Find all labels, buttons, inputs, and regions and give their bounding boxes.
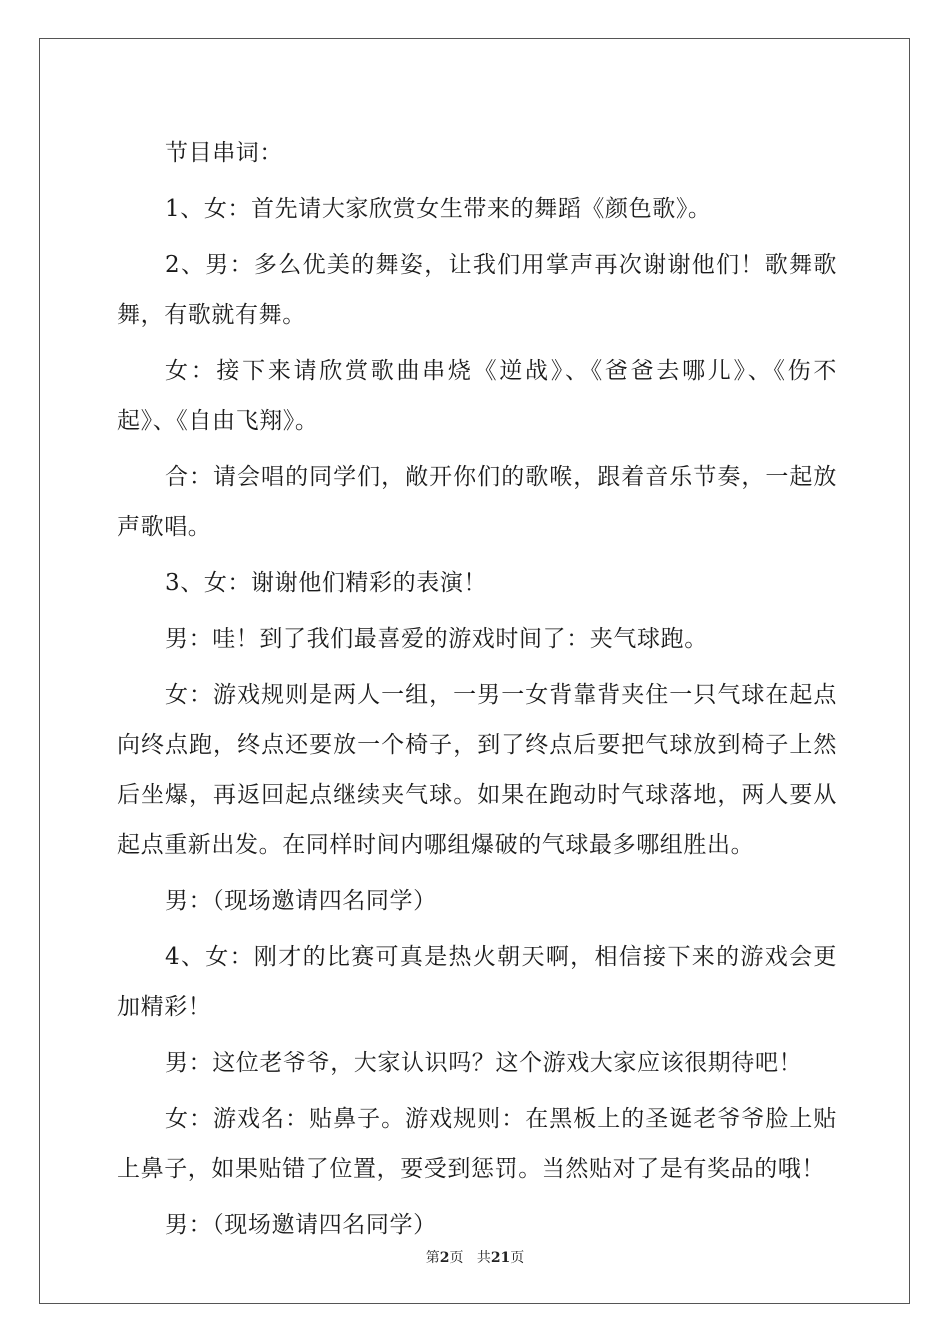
page-unit: 页 [449, 1250, 464, 1266]
total-prefix: 共 [476, 1250, 491, 1266]
paragraph: 女：接下来请欣赏歌曲串烧《逆战》、《爸爸去哪儿》、《伤不起》、《自由飞翔》。 [117, 358, 837, 434]
paragraph: 1、女：首先请大家欣赏女生带来的舞蹈《颜色歌》。 [165, 196, 712, 222]
page-prefix: 第 [425, 1250, 440, 1266]
total-unit: 页 [510, 1250, 525, 1266]
paragraph: 2、男：多么优美的舞姿，让我们用掌声再次谢谢他们！歌舞歌舞，有歌就有舞。 [117, 252, 837, 328]
paragraph: 3、女：谢谢他们精彩的表演！ [165, 570, 488, 596]
paragraph: 女：游戏规则是两人一组，一男一女背靠背夹住一只气球在起点向终点跑，终点还要放一个椅子，到了终点后要把气球放到椅子上然后坐爆，再返回起点继续夹气球。如果在跑动时气球落地，两人要从起点重新出发。在同样时间内哪组爆破的气球最多哪组胜出。 [117, 682, 837, 858]
paragraph: 男：哇！到了我们最喜爱的游戏时间了：夹气球跑。 [165, 626, 708, 652]
paragraph: 男：（现场邀请四名同学） [165, 888, 437, 914]
paragraph: 男：这位老爷爷，大家认识吗？这个游戏大家应该很期待吧！ [165, 1050, 803, 1076]
paragraph-heading: 节目串词： [165, 140, 283, 166]
paragraph: 合：请会唱的同学们，敞开你们的歌喉，跟着音乐节奏，一起放声歌唱。 [117, 464, 837, 540]
paragraph: 男：（现场邀请四名同学） [165, 1212, 437, 1238]
current-page-number: 2 [439, 1250, 450, 1266]
page-footer [0, 1247, 950, 1267]
total-page-count: 21 [490, 1250, 511, 1266]
paragraph: 4、女：刚才的比赛可真是热火朝天啊，相信接下来的游戏会更加精彩！ [117, 944, 837, 1020]
document-body [117, 128, 837, 1256]
paragraph: 女：游戏名：贴鼻子。游戏规则：在黑板上的圣诞老爷爷脸上贴上鼻子，如果贴错了位置，要受到惩罚。当然贴对了是有奖品的哦！ [117, 1106, 837, 1182]
